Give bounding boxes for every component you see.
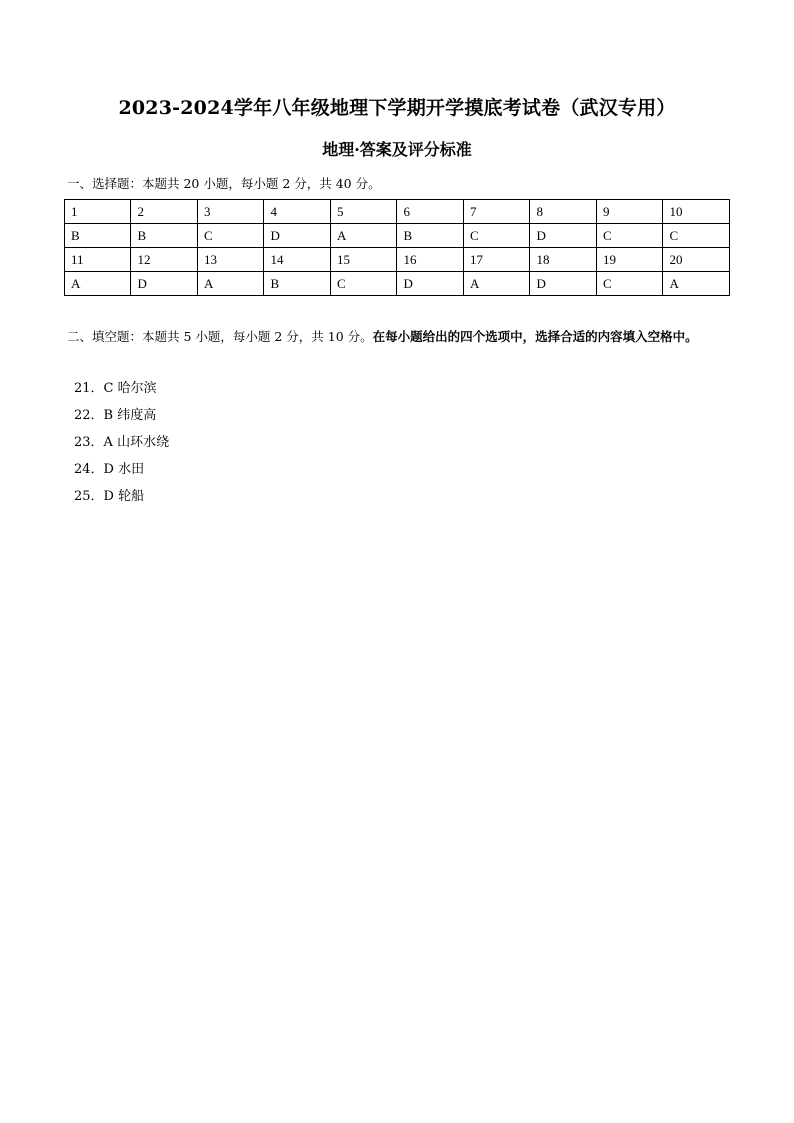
fill-answer-24: 24．D 水田 xyxy=(74,462,145,477)
answer-cell: A xyxy=(663,272,730,296)
answer-cell: C xyxy=(596,272,663,296)
answer-cell: B xyxy=(131,224,198,248)
question-number-cell: 3 xyxy=(197,200,264,224)
table-row xyxy=(65,224,730,248)
table-row xyxy=(65,272,730,296)
answer-cell: A xyxy=(197,272,264,296)
answer-cell: C xyxy=(463,224,530,248)
question-number-cell: 5 xyxy=(330,200,397,224)
answer-cell: B xyxy=(264,272,331,296)
question-number-cell: 1 xyxy=(65,200,131,224)
question-number-cell: 14 xyxy=(264,248,331,272)
question-number-cell: 12 xyxy=(131,248,198,272)
answer-cell: C xyxy=(663,224,730,248)
answer-cell: A xyxy=(463,272,530,296)
question-number-cell: 13 xyxy=(197,248,264,272)
question-number-cell: 16 xyxy=(397,248,464,272)
question-number-cell: 10 xyxy=(663,200,730,224)
section-1-heading: 一、选择题：本题共 20 小题，每小题 2 分，共 40 分。 xyxy=(67,176,381,191)
question-number-cell: 15 xyxy=(330,248,397,272)
question-number-cell: 8 xyxy=(530,200,597,224)
section-2-heading-plain: 二、填空题：本题共 5 小题，每小题 2 分，共 10 分。 xyxy=(67,329,373,344)
answer-cell: A xyxy=(65,272,131,296)
table-row xyxy=(65,200,730,224)
answer-cell: C xyxy=(330,272,397,296)
answer-cell: D xyxy=(530,224,597,248)
question-number-cell: 2 xyxy=(131,200,198,224)
answer-cell: D xyxy=(530,272,597,296)
answer-cell: D xyxy=(131,272,198,296)
question-number-cell: 4 xyxy=(264,200,331,224)
fill-answer-21: 21．C 哈尔滨 xyxy=(74,381,157,396)
section-2-heading xyxy=(67,323,735,351)
table-row xyxy=(65,248,730,272)
page-subtitle: 地理·答案及评分标准 xyxy=(322,140,472,159)
question-number-cell: 20 xyxy=(663,248,730,272)
question-number-cell: 6 xyxy=(397,200,464,224)
answer-cell: D xyxy=(397,272,464,296)
question-number-cell: 11 xyxy=(65,248,131,272)
answer-cell: B xyxy=(65,224,131,248)
question-number-cell: 17 xyxy=(463,248,530,272)
fill-answer-25: 25．D 轮船 xyxy=(74,489,145,504)
page-title: 2023-2024学年八年级地理下学期开学摸底考试卷（武汉专用） xyxy=(118,97,676,119)
answer-cell: B xyxy=(397,224,464,248)
fill-answer-22: 22．B 纬度高 xyxy=(74,408,157,423)
answer-table xyxy=(64,199,730,296)
question-number-cell: 7 xyxy=(463,200,530,224)
answer-cell: C xyxy=(596,224,663,248)
question-number-cell: 9 xyxy=(596,200,663,224)
answer-cell: D xyxy=(264,224,331,248)
fill-answer-23: 23．A 山环水绕 xyxy=(74,435,170,450)
section-2-heading-bold: 在每小题给出的四个选项中，选择合适的内容填入空格中。 xyxy=(372,329,698,344)
answer-cell: C xyxy=(197,224,264,248)
question-number-cell: 19 xyxy=(596,248,663,272)
fill-answer-list xyxy=(74,375,169,510)
answer-cell: A xyxy=(330,224,397,248)
question-number-cell: 18 xyxy=(530,248,597,272)
